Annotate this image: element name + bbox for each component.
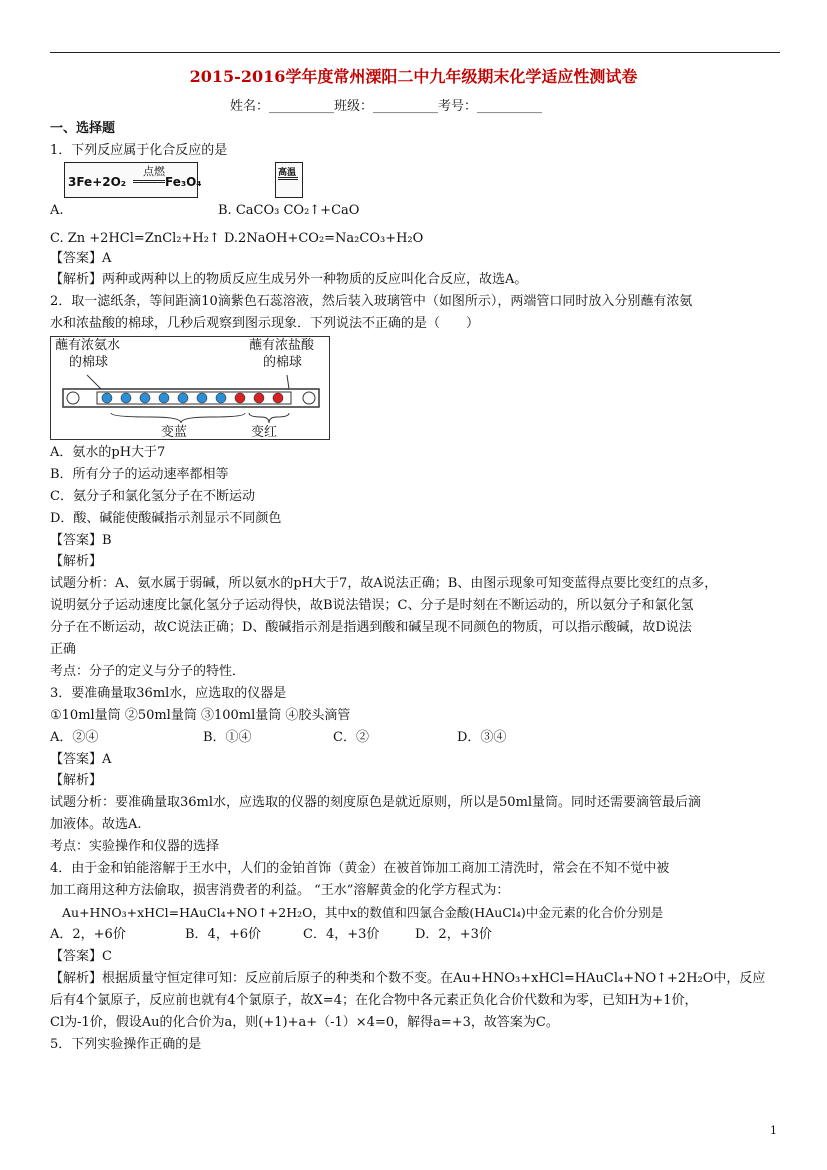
q1-options-cd: C. Zn +2HCl=ZnCl₂+H₂↑ D.2NaOH+CO₂=Na₂CO₃+H₂O	[50, 231, 424, 246]
q1-eq-b-condition: 高温	[278, 168, 297, 178]
q3-analysis-line2: 加液体。故选A.	[50, 817, 142, 832]
q4-answer: 【答案】C	[50, 949, 112, 964]
q2-option-b: B．所有分子的运动速率都相等	[50, 467, 229, 482]
q3-option-c: C．②	[333, 730, 369, 745]
q3-analysis-label: 【解析】	[50, 773, 103, 788]
q4-option-b: B．4，+6价	[185, 927, 261, 942]
q2-option-a: A．氨水的pH大于7	[50, 445, 166, 460]
q2-stem-line2: 水和浓盐酸的棉球，几秒后观察到图示现象．下列说法不正确的是（ ）	[50, 316, 480, 331]
q2-pointer-right	[287, 375, 289, 389]
q2-label-ammonia-2: 的棉球	[69, 355, 109, 370]
q1-eq-a-reactants: 3Fe+2O₂	[68, 175, 127, 189]
q5-stem: 5．下列实验操作正确的是	[50, 1037, 202, 1052]
q2-litmus-dot	[254, 393, 264, 403]
q2-cotton-ball-left	[67, 392, 79, 404]
q2-analysis-label: 【解析】	[50, 554, 103, 569]
q2-tube-svg	[51, 337, 329, 439]
q2-analysis-line3: 分子在不断运动，故C说法正确；D、酸碱指示剂是指遇到酸和碱呈现不同颜色的物质，可以指示酸碱，故D说法	[50, 620, 692, 635]
q2-litmus-dot	[197, 393, 207, 403]
q2-litmus-dot	[102, 393, 112, 403]
q3-option-a: A．②④	[50, 730, 99, 745]
q2-option-d: D．酸、碱能使酸碱指示剂显示不同颜色	[50, 511, 282, 526]
q2-stem-line1: 2．取一滤纸条，等间距滴10滴紫色石蕊溶液，然后装入玻璃管中（如图所示），两端管口同时放入分别蘸有浓氨	[50, 294, 693, 309]
q3-answer: 【答案】A	[50, 752, 112, 767]
q4-option-a: A．2，+6价	[50, 927, 126, 942]
q2-point: 考点：分子的定义与分子的特性．	[50, 664, 246, 679]
q1-eq-a-condition: 点燃	[143, 165, 165, 178]
q2-label-blue: 变蓝	[161, 425, 188, 440]
q3-option-d: D．③④	[457, 730, 507, 745]
q2-label-hcl-1: 蘸有浓盐酸	[249, 338, 315, 353]
q2-cotton-ball-right	[303, 392, 315, 404]
q4-analysis-line3: Cl为-1价，假设Au的化合价为a，则(+1)+a+（-1）×4=0，解得a=+3，故答案为C。	[50, 1015, 559, 1030]
q2-answer: 【答案】B	[50, 533, 112, 548]
q2-litmus-dot	[121, 393, 131, 403]
q4-option-c: C．4，+3价	[303, 927, 380, 942]
q3-analysis-line1: 试题分析：要准确量取36ml水，应选取的仪器的刻度原色是就近原则，所以是50ml量筒。同时还需要滴管最后滴	[50, 795, 702, 810]
page-title: 2015-2016学年度常州溧阳二中九年级期末化学适应性测试卷	[189, 67, 638, 86]
q3-items: ①10ml量筒 ②50ml量筒 ③100ml量筒 ④胶头滴管	[50, 708, 351, 723]
q1-eq-b-arrow	[278, 177, 298, 180]
q1-analysis: 【解析】两种或两种以上的物质反应生成另外一种物质的反应叫化合反应，故选A。	[50, 272, 528, 287]
q1-option-a: A.	[50, 203, 64, 218]
top-rule	[50, 52, 780, 53]
q1-equation-a-image	[64, 162, 202, 198]
q2-pointer-left	[87, 375, 101, 389]
q1-stem: 1．下列反应属于化合反应的是	[50, 143, 228, 158]
q2-analysis-line2: 说明氨分子运动速度比氯化氢分子运动得快，故B说法错误；C、分子是时刻在不断运动的，所以氨分子和氯化氢	[50, 598, 694, 613]
q2-litmus-dot	[216, 393, 226, 403]
q2-label-hcl-2: 的棉球	[263, 355, 303, 370]
q4-analysis-line1: 【解析】根据质量守恒定律可知：反应前后原子的种类和个数不变。在Au+HNO₃+xHCl=HAuCl₄+NO↑+2H₂O中，反应	[50, 971, 766, 986]
q2-option-c: C．氨分子和氯化氢分子在不断运动	[50, 489, 255, 504]
q1-eq-a-product: Fe₃O₄	[165, 175, 202, 189]
q2-litmus-dot	[235, 393, 245, 403]
section-heading: 一、选择题	[50, 121, 116, 136]
q2-litmus-dot	[273, 393, 283, 403]
q3-option-b: B．①④	[203, 730, 252, 745]
q4-analysis-line2: 后有4个氯原子，反应前也就有4个氯原子，故X=4；在化合物中各元素正负化合价代数和为零，已知H为+1价，	[50, 993, 698, 1008]
q2-litmus-dot	[178, 393, 188, 403]
q2-analysis-line4: 正确	[50, 642, 77, 657]
q3-point: 考点：实验操作和仪器的选择	[50, 839, 220, 854]
q1-option-b: B. CaCO₃ CO₂↑+CaO	[218, 203, 360, 218]
page-number: 1	[770, 1124, 777, 1137]
q2-label-ammonia-1: 蘸有浓氨水	[55, 338, 121, 353]
q2-label-red: 变红	[251, 425, 278, 440]
student-info-line: 姓名：__________班级：__________考号：__________	[230, 99, 543, 114]
q2-diagram	[50, 336, 330, 440]
q1-answer: 【答案】A	[50, 251, 112, 266]
q2-litmus-dot	[140, 393, 150, 403]
q4-stem-line1: 4．由于金和铂能溶解于王水中，人们的金铂首饰（黄金）在被首饰加工商加工清洗时，常会在不知不觉中被	[50, 861, 670, 876]
q4-stem-line3: Au+HNO₃+xHCl=HAuCl₄+NO↑+2H₂O，其中x的数值和四氯合金酸(HAuCl₄)中金元素的化合价分别是	[62, 905, 664, 920]
q2-litmus-dot	[159, 393, 169, 403]
q4-option-d: D．2，+3价	[415, 927, 492, 942]
q4-stem-line2: 加工商用这种方法偷取，损害消费者的利益。 “王水”溶解黄金的化学方程式为：	[50, 883, 510, 898]
q1-eq-a-arrow	[133, 180, 165, 183]
q1-equation-b-condition-image	[275, 162, 303, 198]
q3-stem: 3．要准确量取36ml水，应选取的仪器是	[50, 686, 287, 701]
q2-analysis-line1: 试题分析：A、氨水属于弱碱，所以氨水的pH大于7，故A说法正确；B、由图示现象可知变蓝得点要比变红的点多，	[50, 576, 718, 591]
